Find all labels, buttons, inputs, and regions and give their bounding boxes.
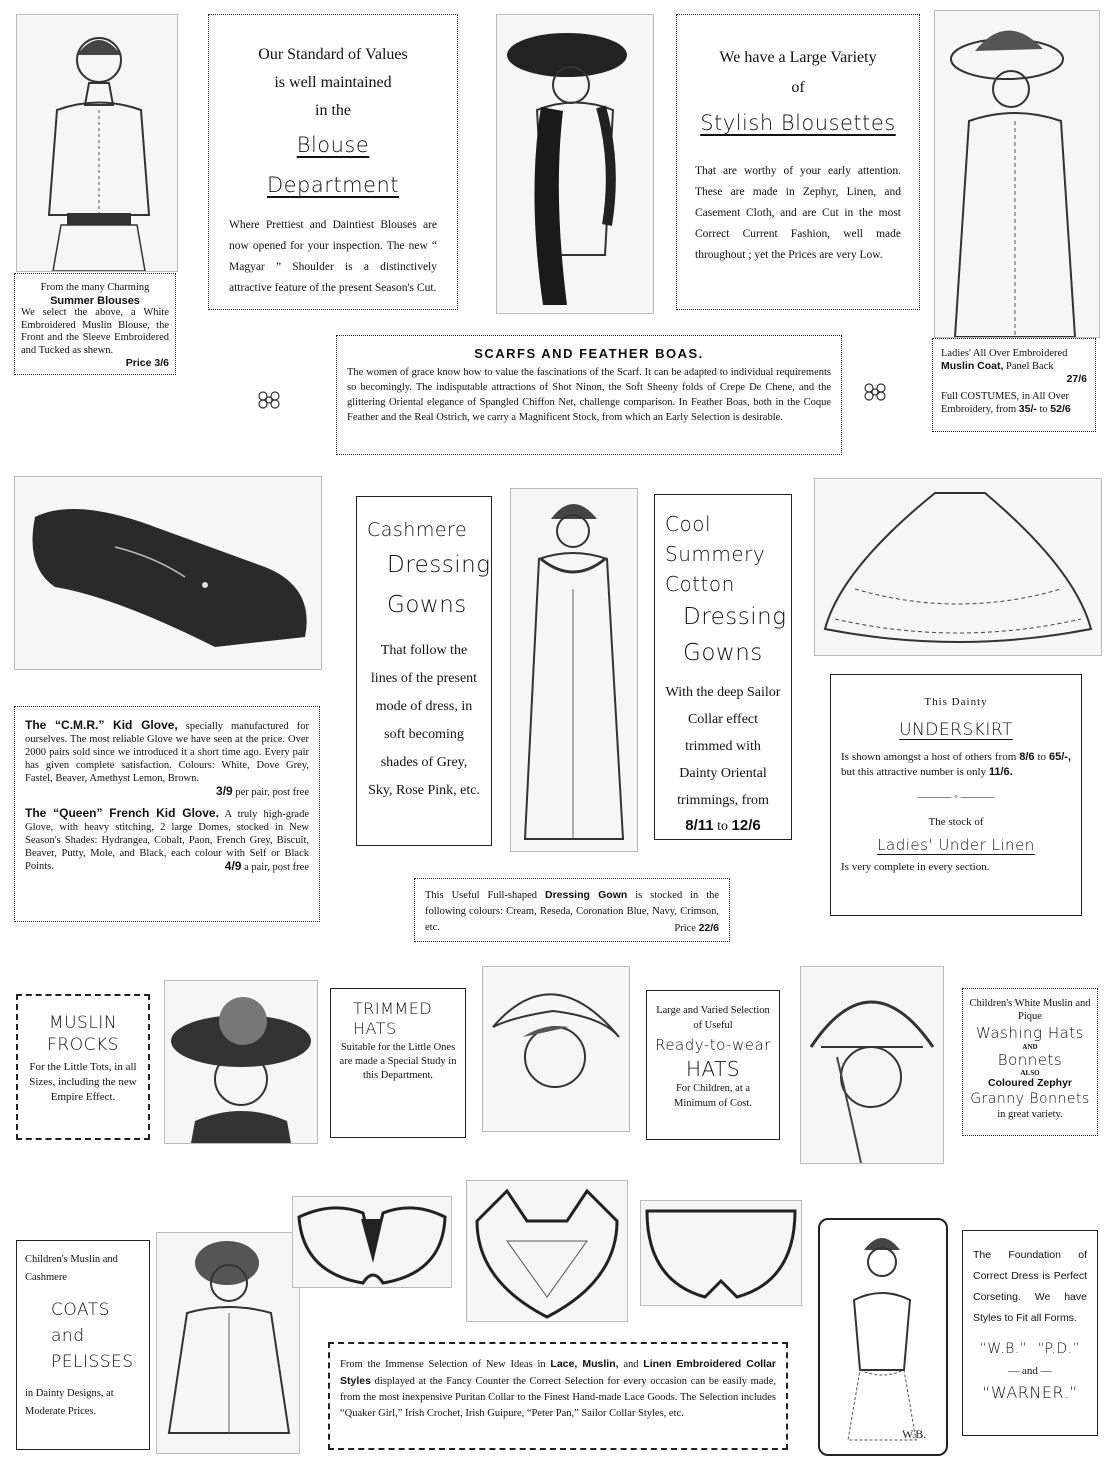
muslin-coat-price: 27/6 xyxy=(1066,373,1087,385)
woman-corset-figure xyxy=(820,1220,946,1454)
frocks-line1: MUSLIN xyxy=(48,1013,118,1033)
underskirt-box xyxy=(830,674,1082,916)
corsets-wb: “W.B.” xyxy=(979,1341,1028,1357)
corsets-pd: “P.D.” xyxy=(1037,1341,1081,1357)
coats-line2: COATS xyxy=(51,1300,110,1320)
cmr-glove-title: The “C.M.R.” Kid Glove, xyxy=(25,718,178,732)
muslin-frocks-box xyxy=(16,994,150,1140)
washing-line5: ALSO xyxy=(1020,1069,1040,1077)
lace-collar-3-icon xyxy=(641,1201,801,1305)
blouse-department-box xyxy=(208,14,458,310)
coats-line1: Children's Muslin and Cashmere xyxy=(25,1254,118,1283)
dressing-gown-box xyxy=(414,878,730,942)
cashmere-line2: Dressing xyxy=(387,552,491,578)
child-pelisse-figure xyxy=(157,1233,299,1453)
coats-line4: PELISSES xyxy=(51,1352,134,1372)
flower-ornament-left-icon xyxy=(254,388,284,412)
underskirt-body-b: but this attractive number is only xyxy=(841,766,987,778)
svg-text:W.B.: W.B. xyxy=(902,1427,927,1441)
underskirt-divider: ——— ◦ ——— xyxy=(918,791,994,803)
cotton-line4: Dressing xyxy=(683,604,787,630)
cotton-to: to xyxy=(717,819,729,834)
coats-body: in Dainty Designs, at Moderate Prices. xyxy=(25,1388,114,1417)
washing-line1: Children's White Muslin and Pique xyxy=(969,998,1091,1022)
kid-glove-icon xyxy=(15,477,321,669)
child-coat-illustration xyxy=(156,1232,300,1454)
blouse-caption-price: Price 3/6 xyxy=(125,357,169,369)
woman-dressing-gown-figure xyxy=(511,489,637,851)
muslin-coat-panel: Panel Back xyxy=(1006,361,1054,372)
cotton-line5: Gowns xyxy=(683,640,763,666)
washing-line2: Washing Hats xyxy=(976,1024,1084,1042)
blousettes-body: That are worthy of your early attention. These are made in Zephyr, Linen, and Casement Cloth, and are Cut in the most Correct Current Fashion, well made throughout ; yet the Prices are very Low. xyxy=(695,165,901,261)
cotton-line1: Cool xyxy=(665,512,711,536)
blousettes-line1: We have a Large Variety xyxy=(719,49,877,66)
washing-hats-box xyxy=(962,988,1098,1136)
dressing-gown-a: This Useful Full-shaped xyxy=(425,890,538,901)
collars-e: displayed at the Fancy Counter the Correct Selection for every occasion can be easily made, from the most inexpensive Puritan Collar to the Finest Hand-made Lace Goods. The Selection includes “Quaker Girl,” Irish Crochet, Irish Guipure, “Peter Pan,” Sailor Collar Styles, etc. xyxy=(340,1376,777,1419)
blousettes-box xyxy=(676,14,920,310)
scarfs-box xyxy=(336,335,842,455)
blouse-dept-line1: Our Standard of Values xyxy=(258,46,408,63)
underskirt-to: to xyxy=(1037,751,1047,763)
corsets-box xyxy=(962,1230,1098,1436)
underskirt-line3: Is very complete in every section. xyxy=(841,861,990,873)
muslin-coat-costumes: Full COSTUMES, in All Over Embroidery, from xyxy=(941,391,1070,415)
dressing-gown-b: Dressing Gown xyxy=(544,889,628,901)
trimmed-hats-box xyxy=(330,988,466,1138)
woman-blouse-figure xyxy=(17,15,177,271)
frocks-line2: FROCKS xyxy=(47,1035,119,1055)
underskirt-line1: This Dainty xyxy=(924,696,988,708)
underskirt-price-b: 65/-, xyxy=(1048,751,1071,763)
queen-glove-body: A truly high-grade Glove, with heavy stitching, 2 large Domes, stocked in New Season's Shades: Hydrangea, Cobalt, Paon, French Grey, Biscuit, Beaver, Putty, Mole, and Black, each colour with Self or Black Points. xyxy=(25,809,310,872)
scarfs-body: The women of grace know how to value the fascinations of the Scarf. It can be adapted to individual requirements so becomingly. The indisputable attractions of Shot Ninon, the Soft Sheeny folds of Crepe De Chene, and the glittering Oriental elegance of Spangled Chiffon Net, challenge comparison. In Feather Boas, both in the Coque Feather and the Real Ostrich, we carry a Magnificent Stock, from which an Early Selection is desirable. xyxy=(347,367,831,423)
ready-hats-box xyxy=(646,990,780,1140)
cotton-price-a: 8/11 xyxy=(685,817,714,834)
corsets-body: The Foundation of Correct Dress is Perfect Corseting. We have Styles to Fit all Forms. xyxy=(973,1249,1087,1324)
cashmere-body: That follow the lines of the present mode of dress, in soft becoming shades of Grey, Sky, Rose Pink, etc. xyxy=(368,643,480,798)
child-hat-illustration-2 xyxy=(482,966,630,1132)
blousettes-title: Stylish Blousettes xyxy=(700,111,896,135)
corsets-warner: “WARNER.” xyxy=(982,1383,1078,1402)
collars-b: Lace, Muslin, xyxy=(550,1358,619,1370)
muslin-coat-range-a: 35/- xyxy=(1018,403,1037,415)
cashmere-line3: Gowns xyxy=(387,592,467,618)
dressing-gown-illustration xyxy=(510,488,638,852)
ready-body: For Children, at a Minimum of Cost. xyxy=(674,1083,752,1109)
boa-woman-illustration xyxy=(496,14,654,314)
cmr-glove-body: specially manufactured for ourselves. The most reliable Glove we have seen at the price. Over 2000 pairs sold since we introduced it a short time ago. Every pair has given complete satisfaction. Colours: White, Dove Grey, Fastel, Beaver, Amethyst Lemon, Brown. xyxy=(25,721,309,784)
corsets-and: — and — xyxy=(1008,1365,1052,1377)
lace-collar-1-icon xyxy=(293,1197,451,1287)
cmr-glove-price-suffix: per pair, post free xyxy=(235,787,309,798)
ready-line2: Ready-to-wear xyxy=(655,1036,771,1054)
trimmed-body: Suitable for the Little Ones are made a Special Study in this Department. xyxy=(339,1042,457,1081)
washing-line6: Coloured Zephyr xyxy=(987,1077,1072,1089)
collar-illustration-1 xyxy=(292,1196,452,1288)
child-flower-hat-figure xyxy=(165,981,317,1143)
lace-collar-2-icon xyxy=(467,1181,627,1321)
muslin-coat-line1: Ladies' All Over Embroidered xyxy=(941,348,1068,359)
blouse-caption-line1: From the many Charming xyxy=(40,282,150,293)
trimmed-line2: HATS xyxy=(353,1019,397,1038)
glove-illustration xyxy=(14,476,322,670)
blouse-dept-line3: in the xyxy=(315,102,351,119)
muslin-coat-to: to xyxy=(1039,404,1048,415)
blouse-dept-body: Where Prettiest and Daintiest Blouses are now opened for your inspection. The new “ Magyar ” Shoulder is a distinctively attractive feature of the present Season's Cut. xyxy=(229,219,437,294)
dressing-gown-price-label: Price xyxy=(674,923,696,934)
blouse-dept-line2: is well maintained xyxy=(274,74,392,91)
ready-line3: HATS xyxy=(685,1057,741,1081)
blouse-illustration xyxy=(16,14,178,272)
child-tassel-hat-figure xyxy=(801,967,943,1163)
blouse-caption-box xyxy=(14,273,176,375)
muslin-coat-title: Muslin Coat, xyxy=(941,360,1004,372)
cotton-line3: Cotton xyxy=(665,572,735,596)
underskirt-title: UNDERSKIRT xyxy=(899,720,1013,740)
underskirt-price-c: 11/6. xyxy=(988,766,1013,778)
cotton-line2: Summery xyxy=(665,542,766,566)
child-hat-illustration-3 xyxy=(800,966,944,1164)
washing-line4: Bonnets xyxy=(997,1051,1063,1069)
dressing-gown-c: is stocked in the following colours: Cream, Reseda, Coronation Blue, Navy, Crimson, etc. xyxy=(425,890,720,933)
gloves-box xyxy=(14,706,320,922)
underskirt-illustration xyxy=(814,478,1102,656)
blouse-caption-body: We select the above, a White Embroidered Muslin Blouse, the Front and the Sleeve Embroidered and Tucked as shewn. xyxy=(21,307,169,356)
cashmere-line1: Cashmere xyxy=(367,519,468,541)
collars-box xyxy=(328,1342,788,1450)
cotton-price-b: 12/6 xyxy=(731,817,761,834)
scarfs-title: SCARFS AND FEATHER BOAS. xyxy=(474,346,704,361)
coats-box xyxy=(16,1240,150,1450)
cashmere-gowns-box xyxy=(356,496,492,846)
blousettes-line2: of xyxy=(791,79,805,96)
dressing-gown-price: 22/6 xyxy=(698,922,719,934)
queen-glove-price: 4/9 xyxy=(224,859,242,873)
muslin-coat-range-b: 52/6 xyxy=(1050,403,1071,415)
frocks-body: For the Little Tots, in all Sizes, including the new Empire Effect. xyxy=(29,1061,137,1103)
underskirt-title2: Ladies' Under Linen xyxy=(877,836,1035,854)
collars-d: Linen Embroidered Collar Styles xyxy=(340,1358,776,1387)
collar-illustration-3 xyxy=(640,1200,802,1306)
blouse-dept-title: Blouse Department xyxy=(266,133,400,197)
queen-glove-price-suffix: a pair, post free xyxy=(244,862,309,873)
coats-line3: and xyxy=(51,1326,85,1346)
child-hat-illustration-1 xyxy=(164,980,318,1144)
woman-feather-boa-figure xyxy=(497,15,653,313)
washing-line8: in great variety. xyxy=(997,1109,1063,1120)
blouse-caption-title: Summer Blouses xyxy=(50,294,140,307)
child-bonnet-figure xyxy=(483,967,629,1131)
cmr-glove-price: 3/9 xyxy=(216,784,233,798)
cotton-body: With the deep Sailor Collar effect trimmed with Dainty Oriental trimmings, from xyxy=(665,685,781,808)
washing-line3: AND xyxy=(1022,1043,1038,1051)
muslin-coat-illustration xyxy=(934,10,1100,338)
corset-illustration xyxy=(818,1218,948,1456)
woman-muslin-coat-figure xyxy=(935,11,1099,337)
trimmed-line1: TRIMMED xyxy=(353,999,433,1018)
washing-line7: Granny Bonnets xyxy=(970,1091,1090,1107)
muslin-coat-box xyxy=(932,338,1096,432)
underskirt-body-a: Is shown amongst a host of others from xyxy=(841,751,1017,763)
collars-c: and xyxy=(623,1359,639,1370)
underskirt-price-a: 8/6 xyxy=(1019,751,1035,763)
underskirt-line2: The stock of xyxy=(928,816,984,828)
underskirt-figure xyxy=(815,479,1101,655)
collars-a: From the Immense Selection of New Ideas in xyxy=(340,1359,546,1370)
collar-illustration-2 xyxy=(466,1180,628,1322)
flower-ornament-right-icon xyxy=(860,380,890,404)
queen-glove-title: The “Queen” French Kid Glove. xyxy=(25,806,219,820)
ready-line1: Large and Varied Selection of Useful xyxy=(656,1005,770,1031)
cotton-gowns-box xyxy=(654,494,792,840)
